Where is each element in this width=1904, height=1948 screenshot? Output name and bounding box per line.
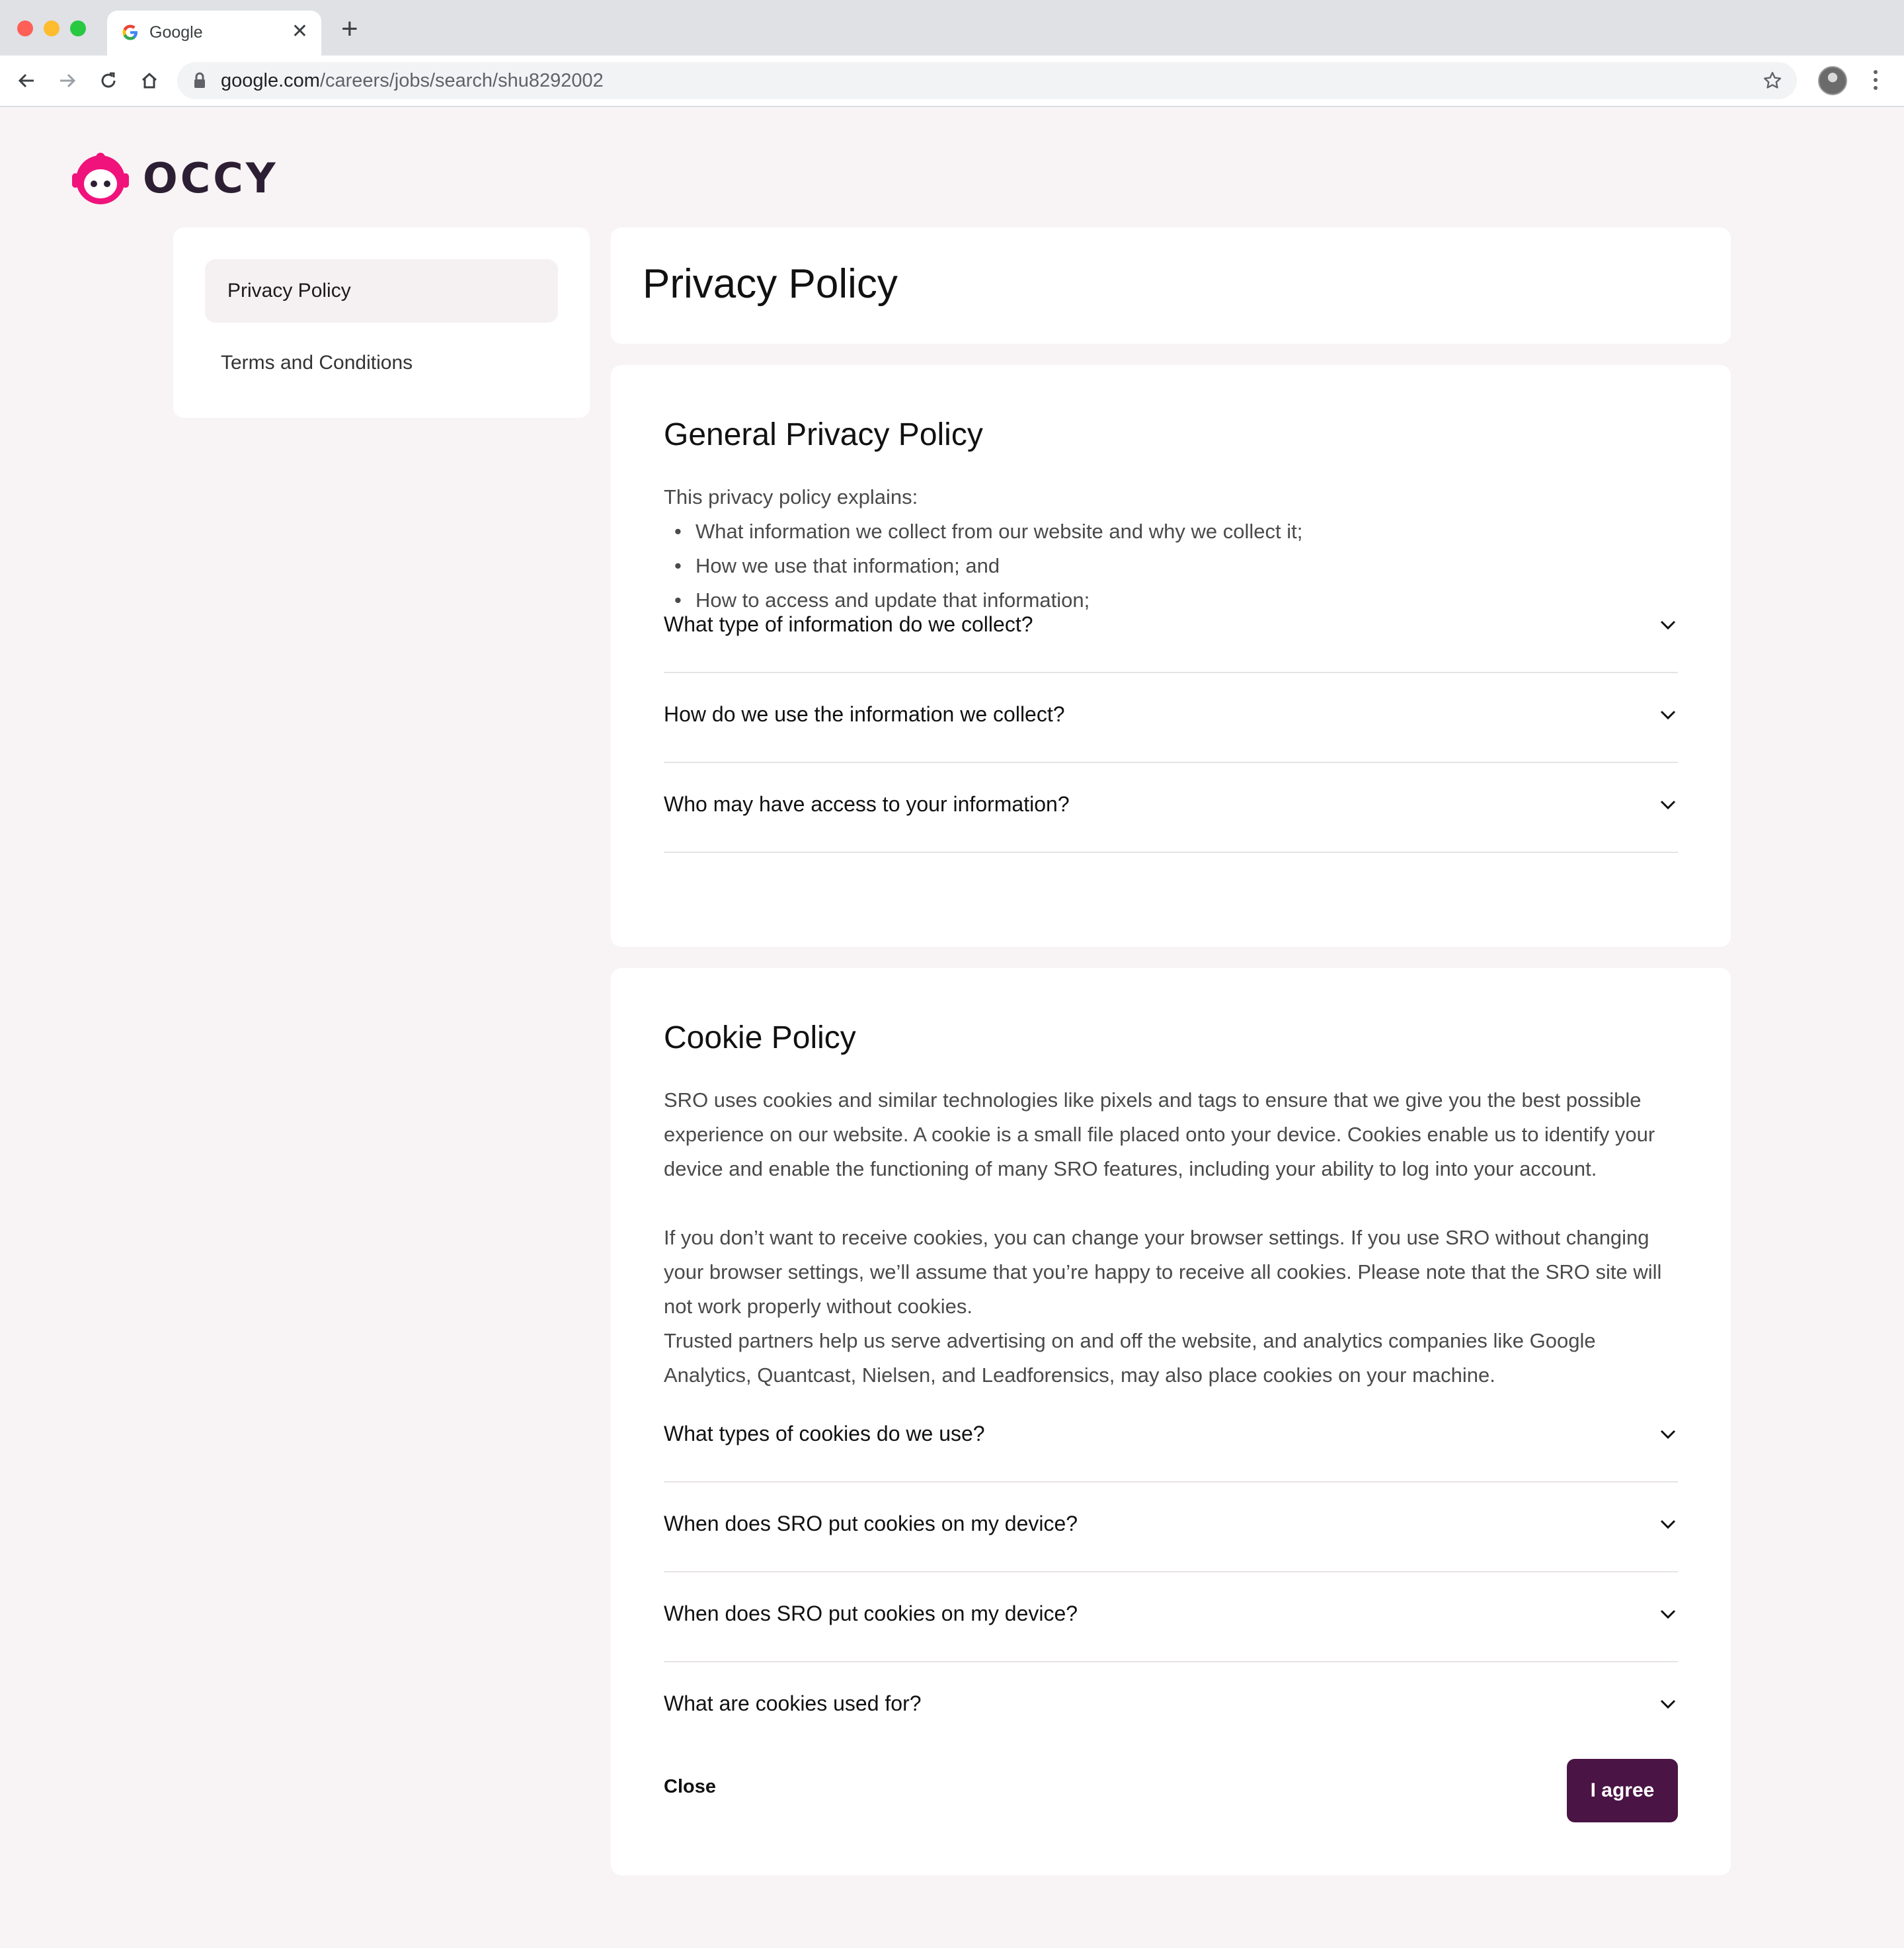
- general-privacy-section: [611, 365, 1731, 947]
- list-item: • What information we collect from our website and why we collect it;: [664, 514, 1302, 549]
- home-icon[interactable]: [136, 67, 163, 94]
- tab-close-icon[interactable]: ✕: [291, 20, 308, 42]
- browser-tab[interactable]: [107, 11, 321, 56]
- accordion-info-usage[interactable]: [664, 673, 1678, 763]
- accordion-label: When does SRO put cookies on my device?: [664, 1602, 1078, 1625]
- chevron-down-icon: [1658, 615, 1678, 635]
- intro-text: This privacy policy explains:: [664, 485, 918, 508]
- sidebar-item-privacy-policy[interactable]: Privacy Policy: [205, 259, 558, 323]
- cookie-policy-section: [611, 968, 1731, 1875]
- accordion-label: What types of cookies do we use?: [664, 1422, 985, 1445]
- google-favicon-icon: [120, 22, 140, 42]
- page-title-card: [611, 227, 1731, 344]
- window-minimize-dot[interactable]: [44, 20, 60, 36]
- accordion-cookie-when[interactable]: [664, 1482, 1678, 1572]
- chevron-down-icon: [1658, 1514, 1678, 1534]
- bookmark-star-icon[interactable]: [1763, 71, 1782, 91]
- lock-icon: [193, 72, 206, 89]
- accordion-cookie-when-2[interactable]: [664, 1572, 1678, 1662]
- cookie-paragraph: Trusted partners help us serve advertising on and off the website, and analytics companies like Google Analytics, Quantcast, Nielsen, and Leadforensics, may also place cookies on your machine.: [664, 1329, 1596, 1387]
- new-tab-icon[interactable]: +: [341, 13, 358, 45]
- cookie-paragraph: If you don’t want to receive cookies, you can change your browser settings. If you use SRO without changing your browser settings, we’ll assume that you’re happy to receive all cookies. Please note that the SRO site will not work properly without cookies.: [664, 1226, 1662, 1318]
- accordion-label: What are cookies used for?: [664, 1691, 922, 1715]
- accordion-cookie-uses[interactable]: [664, 1662, 1678, 1752]
- profile-avatar[interactable]: [1818, 66, 1847, 95]
- window-zoom-dot[interactable]: [70, 20, 86, 36]
- close-button[interactable]: Close: [664, 1776, 716, 1797]
- accordion-label: When does SRO put cookies on my device?: [664, 1512, 1078, 1535]
- address-bar[interactable]: [177, 62, 1797, 99]
- list-item: • How to access and update that information;: [664, 583, 1302, 618]
- browser-toolbar: [0, 56, 1904, 107]
- chevron-down-icon: [1658, 1604, 1678, 1624]
- occy-mascot-icon: [70, 151, 131, 205]
- sidebar-item-terms-and-conditions[interactable]: Terms and Conditions: [221, 352, 413, 374]
- tab-title: Google: [149, 23, 203, 42]
- occy-logo[interactable]: [70, 151, 278, 205]
- browser-tab-strip: [0, 0, 1904, 56]
- page-title: Privacy Policy: [643, 261, 898, 307]
- accordion-info-collected[interactable]: [664, 583, 1678, 673]
- browser-menu-icon[interactable]: [1874, 70, 1879, 94]
- agree-button[interactable]: I agree: [1567, 1759, 1678, 1822]
- policy-sidebar: [173, 227, 590, 418]
- section-title: General Privacy Policy: [664, 417, 983, 452]
- chevron-down-icon: [1658, 705, 1678, 725]
- chevron-down-icon: [1658, 795, 1678, 815]
- list-item: • How we use that information; and: [664, 549, 1302, 583]
- cookie-paragraph: SRO uses cookies and similar technologies like pixels and tags to ensure that we give you the best possible experience on our website. A cookie is a small file placed onto your device. Cookies enable us to identify your device and enable the functioning of many SRO features, including your ability to log into your account.: [664, 1088, 1655, 1180]
- brand-name: OCCY: [143, 153, 278, 202]
- chevron-down-icon: [1658, 1694, 1678, 1714]
- forward-arrow-icon[interactable]: [54, 67, 81, 94]
- accordion-label: How do we use the information we collect?: [664, 702, 1065, 726]
- accordion-info-access[interactable]: [664, 763, 1678, 853]
- window-close-dot[interactable]: [17, 20, 33, 36]
- accordion-label: Who may have access to your information?: [664, 792, 1070, 816]
- url-text: google.com/careers/jobs/search/shu8292002: [221, 70, 604, 91]
- accordion-cookie-types[interactable]: [664, 1393, 1678, 1482]
- back-arrow-icon[interactable]: [13, 67, 40, 94]
- chevron-down-icon: [1658, 1424, 1678, 1444]
- section-title: Cookie Policy: [664, 1020, 856, 1055]
- accordion-label: What type of information do we collect?: [664, 612, 1033, 636]
- reload-icon[interactable]: [95, 67, 122, 94]
